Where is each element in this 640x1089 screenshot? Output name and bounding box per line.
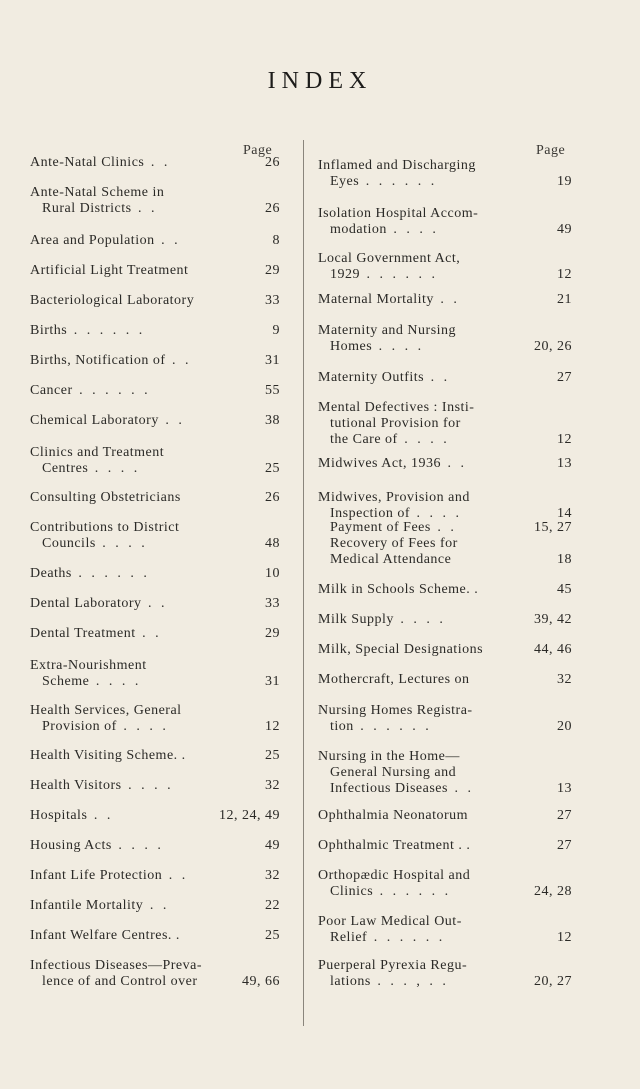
index-entry: [30, 293, 280, 309]
page-number: 26: [265, 155, 280, 170]
index-entry: [30, 566, 280, 582]
entry-line: Infectious Diseases—Preva-: [30, 958, 203, 973]
entry-line: Dental Treatment . .: [30, 626, 162, 641]
entry-line: Milk in Schools Scheme. .: [318, 582, 479, 597]
index-entry: [30, 445, 280, 477]
entry-line: Poor Law Medical Out-: [318, 914, 462, 929]
entry-line: Health Services, General: [30, 703, 182, 718]
index-entry: [30, 898, 280, 914]
entry-line: Puerperal Pyrexia Regu-: [318, 958, 468, 973]
entry-line: Councils . . . .: [42, 536, 148, 551]
leader-dots: . .: [135, 626, 162, 641]
index-entry: [30, 155, 280, 171]
entry-line: Artificial Light Treatment: [30, 263, 189, 278]
leader-dots: . . . . . .: [72, 383, 151, 398]
entry-line: Orthopædic Hospital and: [318, 868, 471, 883]
entry-line: Ophthalmia Neonatorum: [318, 808, 469, 823]
index-entry: [30, 596, 280, 612]
page-number: 20: [557, 719, 572, 734]
entry-line: Infantile Mortality . .: [30, 898, 170, 913]
index-entry: [30, 838, 280, 854]
index-entry: [30, 323, 280, 339]
entry-line: Eyes . . . . . .: [330, 174, 438, 189]
right-page-header: Page: [536, 143, 566, 158]
leader-dots: . . . . . .: [71, 566, 150, 581]
page-number: 55: [265, 383, 280, 398]
leader-dots: . . . .: [95, 536, 148, 551]
leader-dots: . . . , . .: [370, 974, 449, 989]
page-number: 33: [265, 293, 280, 308]
entry-line: Deaths . . . . . .: [30, 566, 150, 581]
entry-line: Midwives Act, 1936 . .: [318, 456, 467, 471]
page-number: 12: [557, 930, 572, 945]
page-number: 48: [265, 536, 280, 551]
index-entry: [318, 456, 572, 472]
entry-line: 1929 . . . . . .: [330, 267, 438, 282]
index-entry: [30, 353, 280, 369]
page-number: 26: [265, 490, 280, 505]
entry-line: Nursing in the Home—: [318, 749, 460, 764]
page-number: 12, 24, 49: [219, 808, 280, 823]
page-number: 31: [265, 674, 280, 689]
leader-dots: . .: [162, 868, 189, 883]
leader-dots: . . . .: [397, 432, 450, 447]
entry-line: Consulting Obstetricians: [30, 490, 181, 505]
page-number: 10: [265, 566, 280, 581]
page-number: 29: [265, 626, 280, 641]
page-number: 13: [557, 781, 572, 796]
entry-line: Clinics . . . . . .: [330, 884, 452, 899]
entry-line: Maternity Outfits . .: [318, 370, 451, 385]
page-number: 18: [557, 552, 572, 567]
index-entry: [30, 490, 280, 506]
page-number: 49: [557, 222, 572, 237]
leader-dots: . .: [433, 292, 460, 307]
index-entry: [30, 413, 280, 429]
entry-line: Hospitals . .: [30, 808, 114, 823]
leader-dots: . .: [144, 155, 171, 170]
entry-line: modation . . . .: [330, 222, 439, 237]
entry-line: Births, Notification of . .: [30, 353, 192, 368]
page-number: 15, 27: [534, 520, 572, 535]
page-number: 31: [265, 353, 280, 368]
index-entry: [318, 490, 572, 522]
entry-line: lence of and Control over: [42, 974, 198, 989]
leader-dots: . . . . . .: [373, 884, 452, 899]
index-entry: [318, 251, 572, 283]
page-number: 27: [557, 808, 572, 823]
page-number: 45: [557, 582, 572, 597]
entry-line: Homes . . . .: [330, 339, 425, 354]
leader-dots: . .: [158, 413, 185, 428]
entry-line: Ante-Natal Scheme in: [30, 185, 165, 200]
leader-dots: . . . .: [116, 719, 169, 734]
index-entry: [318, 703, 572, 735]
index-entry: [318, 612, 572, 628]
page-number: 20, 26: [534, 339, 572, 354]
entry-line: Payment of Fees . .: [330, 520, 457, 535]
page-number: 49, 66: [242, 974, 280, 989]
entry-line: Centres . . . .: [42, 461, 141, 476]
leader-dots: . .: [440, 456, 467, 471]
entry-line: Bacteriological Laboratory: [30, 293, 195, 308]
entry-line: Clinics and Treatment: [30, 445, 165, 460]
leader-dots: . . . . . .: [353, 719, 432, 734]
entry-line: tutional Provision for: [330, 416, 461, 431]
entry-line: General Nursing and: [330, 765, 457, 780]
page-number: 29: [265, 263, 280, 278]
entry-line: Nursing Homes Registra-: [318, 703, 473, 718]
index-entry: [318, 642, 572, 658]
entry-line: Cancer . . . . . .: [30, 383, 151, 398]
page-number: 25: [265, 928, 280, 943]
index-entry: [30, 748, 280, 764]
page-number: 20, 27: [534, 974, 572, 989]
leader-dots: . . . . . .: [367, 930, 446, 945]
index-entry: [318, 323, 572, 355]
leader-dots: . . . .: [386, 222, 439, 237]
page-number: 21: [557, 292, 572, 307]
entry-line: Births . . . . . .: [30, 323, 146, 338]
entry-line: Infant Welfare Centres. .: [30, 928, 180, 943]
leader-dots: . .: [424, 370, 451, 385]
leader-dots: . . . .: [111, 838, 164, 853]
index-entry: [30, 703, 280, 735]
index-entry: [318, 520, 572, 536]
page-number: 38: [265, 413, 280, 428]
leader-dots: . . . .: [409, 506, 462, 521]
entry-line: Maternity and Nursing: [318, 323, 457, 338]
entry-line: Provision of . . . .: [42, 719, 169, 734]
leader-dots: . .: [447, 781, 474, 796]
leader-dots: . . . .: [89, 674, 142, 689]
leader-dots: . . . .: [121, 778, 174, 793]
entry-line: Rural Districts . .: [42, 201, 158, 216]
page-number: 27: [557, 370, 572, 385]
leader-dots: . . . .: [372, 339, 425, 354]
index-entry: [318, 838, 572, 854]
entry-line: Relief . . . . . .: [330, 930, 446, 945]
index-entry: [318, 582, 572, 598]
index-entry: [30, 778, 280, 794]
entry-line: tion . . . . . .: [330, 719, 432, 734]
entry-line: Recovery of Fees for: [330, 536, 458, 551]
page-number: 27: [557, 838, 572, 853]
leader-dots: . . . . . .: [360, 267, 438, 282]
index-entry: [318, 158, 572, 190]
entry-line: Infant Life Protection . .: [30, 868, 189, 883]
entry-line: Inflamed and Discharging: [318, 158, 476, 173]
index-entry: [318, 808, 572, 824]
leader-dots: . . . . . .: [67, 323, 146, 338]
entry-line: the Care of . . . .: [330, 432, 450, 447]
entry-line: Scheme . . . .: [42, 674, 142, 689]
entry-line: Isolation Hospital Accom-: [318, 206, 479, 221]
entry-line: Local Government Act,: [318, 251, 461, 266]
left-page-header: Page: [243, 143, 273, 158]
page-number: 32: [265, 868, 280, 883]
index-entry: [30, 808, 280, 824]
index-entry: [30, 928, 280, 944]
entry-line: Health Visitors . . . .: [30, 778, 174, 793]
index-entry: [318, 400, 572, 448]
entry-line: Ante-Natal Clinics . .: [30, 155, 171, 170]
entry-line: Contributions to District: [30, 520, 180, 535]
entry-line: Extra-Nourishment: [30, 658, 147, 673]
index-entry: [30, 658, 280, 690]
leader-dots: . .: [143, 898, 170, 913]
page-number: 12: [557, 432, 572, 447]
entry-line: Midwives, Provision and: [318, 490, 470, 505]
index-entry: [318, 672, 572, 688]
index-entry: [318, 914, 572, 946]
index-entry: [30, 233, 280, 249]
entry-line: Maternal Mortality . .: [318, 292, 460, 307]
entry-line: Inspection of . . . .: [330, 506, 462, 521]
page-number: 49: [265, 838, 280, 853]
page-number: 12: [265, 719, 280, 734]
page-number: 44, 46: [534, 642, 572, 657]
page-number: 32: [265, 778, 280, 793]
page-number: 12: [557, 267, 572, 282]
page-number: 26: [265, 201, 280, 216]
column-divider: [303, 140, 304, 1026]
page-number: 25: [265, 748, 280, 763]
leader-dots: . . . .: [393, 612, 446, 627]
entry-line: Chemical Laboratory . .: [30, 413, 185, 428]
index-entry: [318, 868, 572, 900]
entry-line: Area and Population . .: [30, 233, 181, 248]
leader-dots: . . . . . .: [359, 174, 438, 189]
index-entry: [30, 263, 280, 279]
page-number: 9: [272, 323, 280, 338]
entry-line: Milk, Special Designations: [318, 642, 484, 657]
entry-line: Dental Laboratory . .: [30, 596, 168, 611]
page-number: 19: [557, 174, 572, 189]
leader-dots: . .: [154, 233, 181, 248]
page-number: 33: [265, 596, 280, 611]
leader-dots: . . . .: [88, 461, 141, 476]
entry-line: Housing Acts . . . .: [30, 838, 164, 853]
entry-line: Health Visiting Scheme. .: [30, 748, 186, 763]
page-number: 13: [557, 456, 572, 471]
index-entry: [30, 958, 280, 990]
page-number: 32: [557, 672, 572, 687]
entry-line: Infectious Diseases . .: [330, 781, 474, 796]
index-entry: [30, 520, 280, 552]
page-number: 39, 42: [534, 612, 572, 627]
entry-line: Milk Supply . . . .: [318, 612, 446, 627]
entry-line: Ophthalmic Treatment . .: [318, 838, 471, 853]
leader-dots: . .: [165, 353, 192, 368]
index-entry: [30, 868, 280, 884]
entry-line: Medical Attendance: [330, 552, 452, 567]
entry-line: lations . . . , . .: [330, 974, 449, 989]
page-title: INDEX: [267, 68, 373, 94]
leader-dots: . .: [430, 520, 457, 535]
page-number: 8: [272, 233, 280, 248]
index-entry: [318, 370, 572, 386]
index-entry: [318, 536, 572, 568]
index-entry: [318, 749, 572, 797]
entry-line: Mental Defectives : Insti-: [318, 400, 475, 415]
page-number: 22: [265, 898, 280, 913]
index-entry: [318, 206, 572, 238]
leader-dots: . .: [87, 808, 114, 823]
entry-line: Mothercraft, Lectures on: [318, 672, 470, 687]
index-entry: [30, 383, 280, 399]
page-number: 14: [557, 506, 572, 521]
leader-dots: . .: [141, 596, 168, 611]
leader-dots: . .: [131, 201, 158, 216]
index-entry: [318, 958, 572, 990]
index-entry: [318, 292, 572, 308]
index-entry: [30, 626, 280, 642]
page-number: 25: [265, 461, 280, 476]
page-number: 24, 28: [534, 884, 572, 899]
index-entry: [30, 185, 280, 217]
